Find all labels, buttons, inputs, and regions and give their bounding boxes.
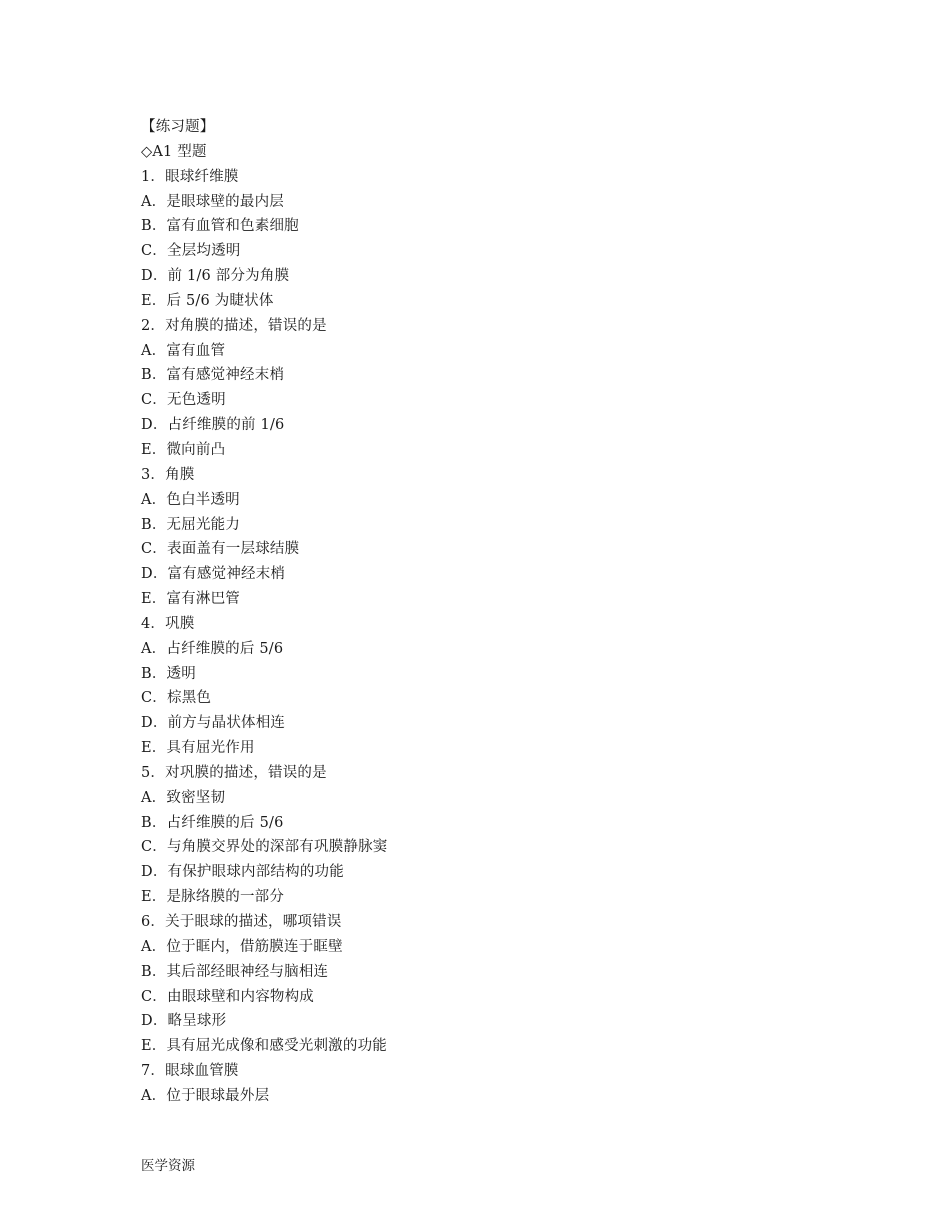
question-option: A．占纤维膜的后 5/6	[141, 640, 284, 657]
question-3	[141, 463, 841, 612]
question-stem: 1．眼球纤维膜	[141, 168, 239, 185]
question-option: E．富有淋巴管	[141, 591, 240, 608]
question-option: A．是眼球壁的最内层	[141, 193, 284, 210]
question-stem: 2．对角膜的描述，错误的是	[141, 317, 327, 334]
question-option: A．色白半透明	[141, 491, 240, 508]
question-4	[141, 612, 841, 761]
question-option: D．前 1/6 部分为角膜	[141, 268, 290, 285]
question-option: C．由眼球壁和内容物构成	[141, 988, 314, 1005]
question-option: C．表面盖有一层球结膜	[141, 541, 300, 558]
question-option: C．与角膜交界处的深部有巩膜静脉窦	[141, 839, 388, 856]
question-option: B．富有感觉神经末梢	[141, 367, 285, 384]
question-option: A．位于眼球最外层	[141, 1087, 270, 1104]
question-option: A．致密坚韧	[141, 789, 226, 806]
question-option: A．富有血管	[141, 342, 226, 359]
question-2	[141, 314, 841, 463]
question-stem: 4．巩膜	[141, 615, 195, 632]
question-option: D．略呈球形	[141, 1013, 227, 1030]
question-option: C．棕黑色	[141, 690, 212, 707]
question-option: E．具有屈光成像和感受光刺激的功能	[141, 1038, 387, 1055]
question-option: E．后 5/6 为睫状体	[141, 292, 274, 309]
question-option: E．具有屈光作用	[141, 740, 255, 757]
page-content	[141, 115, 841, 1109]
question-option: B．无屈光能力	[141, 516, 241, 533]
question-stem: 6．关于眼球的描述，哪项错误	[141, 914, 342, 930]
question-option: B．富有血管和色素细胞	[141, 218, 299, 235]
question-7	[141, 1059, 841, 1109]
question-1	[141, 165, 841, 314]
question-stem: 7．眼球血管膜	[141, 1063, 239, 1080]
section-title: 【练习题】	[141, 119, 215, 135]
question-option: D．富有感觉神经末梢	[141, 566, 286, 583]
question-option: A．位于眶内，借筋膜连于眶壁	[141, 938, 343, 955]
question-option: B．占纤维膜的后 5/6	[141, 814, 284, 831]
question-option: B．其后部经眼神经与脑相连	[141, 963, 329, 980]
subsection-title: ◇A1 型题	[141, 143, 207, 160]
question-6	[141, 910, 841, 1059]
question-stem: 3．角膜	[141, 466, 195, 483]
question-option: C．全层均透明	[141, 243, 241, 260]
question-option: D．前方与晶状体相连	[141, 715, 286, 732]
question-option: E．微向前凸	[141, 441, 226, 458]
question-option: D．有保护眼球内部结构的功能	[141, 864, 344, 881]
question-5	[141, 761, 841, 910]
question-option: E．是脉络膜的一部分	[141, 889, 285, 906]
question-option: C．无色透明	[141, 392, 226, 409]
question-stem: 5．对巩膜的描述，错误的是	[141, 764, 327, 781]
question-option: D．占纤维膜的前 1/6	[141, 417, 285, 434]
question-option: B．透明	[141, 665, 196, 682]
page-footer: 医学资源	[141, 1158, 195, 1174]
